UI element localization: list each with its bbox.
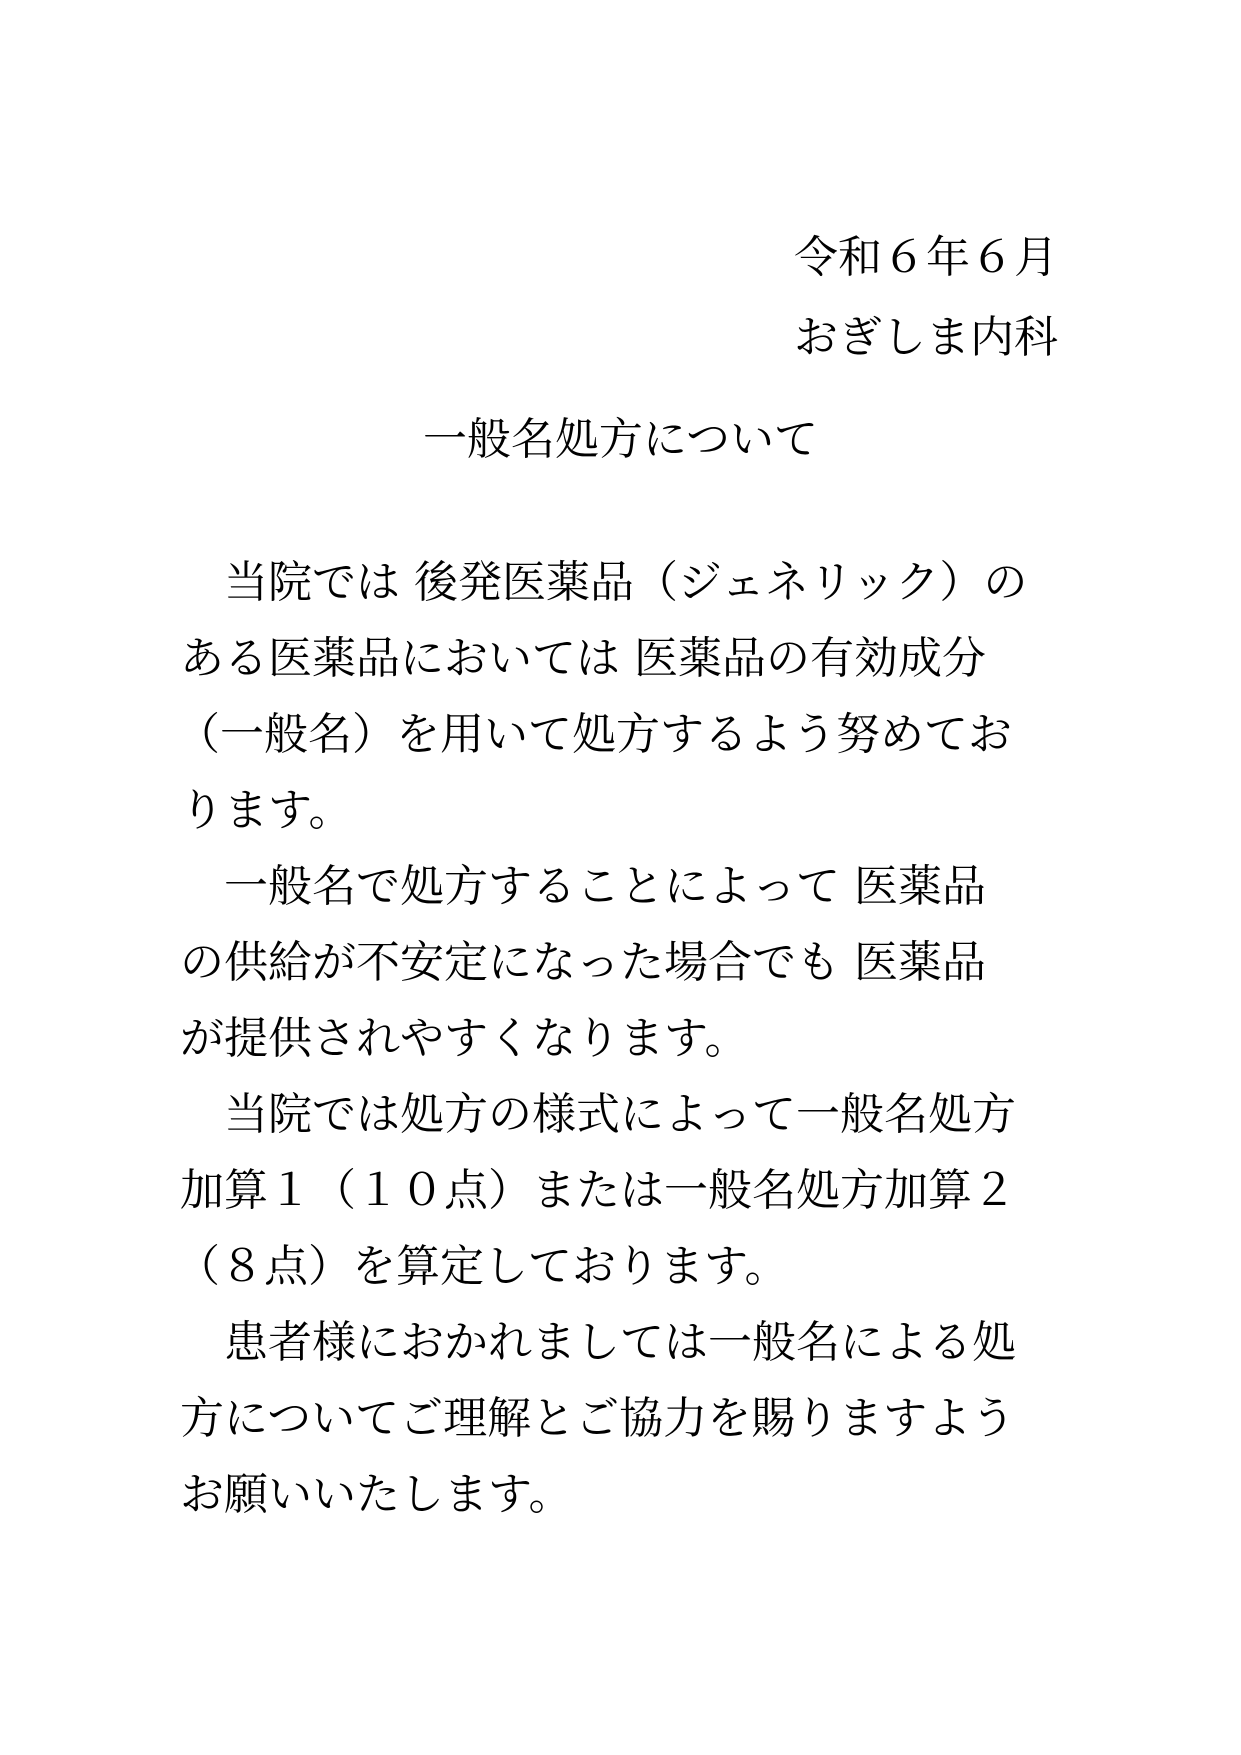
paragraph-line: 一般名で処方することによって 医薬品 xyxy=(224,861,986,912)
document-header xyxy=(794,218,1058,378)
paragraph-line: 加算１（１０点）または一般名処方加算２ xyxy=(180,1165,1016,1216)
paragraph-line: ある医薬品においては 医薬品の有効成分 xyxy=(180,633,986,684)
paragraph-line: お願いいたします。 xyxy=(180,1469,573,1520)
paragraph xyxy=(180,1305,1060,1533)
document-title: 一般名処方について xyxy=(422,414,819,465)
clinic-name: おぎしま内科 xyxy=(794,312,1058,363)
paragraph-line: 患者様におかれましては一般名による処 xyxy=(224,1317,1016,1368)
paragraph-line: が提供されやすくなります。 xyxy=(180,1013,749,1064)
paragraph-line: の供給が不安定になった場合でも 医薬品 xyxy=(180,937,986,988)
issue-date: 令和６年６月 xyxy=(794,232,1058,283)
paragraph-line: （一般名）を用いて処方するよう努めてお xyxy=(176,709,1012,760)
paragraph xyxy=(176,1077,1060,1305)
paragraph xyxy=(176,545,1060,849)
paragraph-line: 当院では処方の様式によって一般名処方 xyxy=(224,1089,1016,1140)
paragraph-line: ります。 xyxy=(180,785,353,836)
paragraph-line: 方についてご理解とご協力を賜りますよう xyxy=(180,1393,1016,1444)
paragraph xyxy=(180,849,1060,1077)
document-body xyxy=(176,545,1060,1533)
paragraph-line: 当院では 後発医薬品（ジェネリック）の xyxy=(224,557,1028,608)
paragraph-line: （８点）を算定しております。 xyxy=(176,1241,789,1292)
